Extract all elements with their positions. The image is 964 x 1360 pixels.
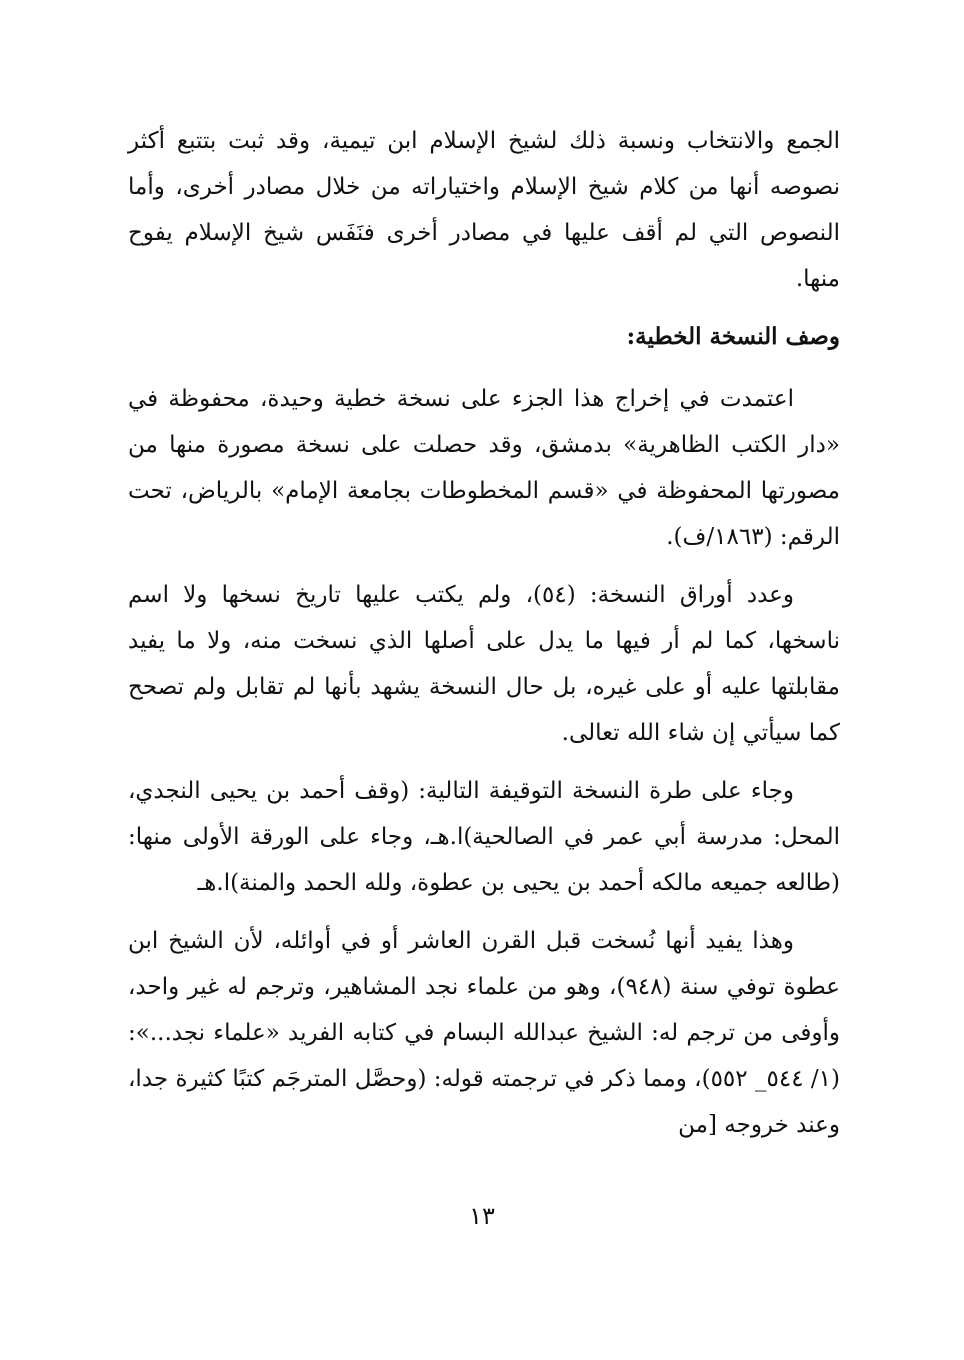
page-number: ١٣: [469, 1202, 495, 1230]
paragraph-intro: الجمع والانتخاب ونسبة ذلك لشيخ الإسلام ابن تيمية، وقد ثبت بتتبع أكثر نصوصه أنها من كلام شيخ الإسلام واختياراته من خلال مصادر أخرى، وأما النصوص التي لم أقف عليها في مصادر أخرى فنَفَس شيخ الإسلام يفوح منها.: [128, 128, 840, 292]
paragraph-manuscript: اعتمدت في إخراج هذا الجزء على نسخة خطية وحيدة، محفوظة في «دار الكتب الظاهرية» بدمشق، وقد حصلت على نسخة مصورة منها من مصورتها المحفوظة في «قسم المخطوطات بجامعة الإمام» بالرياض، تحت الرقم: (١٨٦٣/ف).: [128, 386, 840, 550]
paragraph-dating: وهذا يفيد أنها نُسخت قبل القرن العاشر أو في أوائله، لأن الشيخ ابن عطوة توفي سنة (٩٤٨)، وهو من علماء نجد المشاهير، وترجم له غير واحد، وأوفى من ترجم له: الشيخ عبدالله البسام في كتابه الفريد «علماء نجد...»: (١/ ٥٤٤_ ٥٥٢)، ومما ذكر في ترجمته قوله: (وحصَّل المترجَم كتبًا كثيرة جدا، وعند خروجه [من: [128, 928, 841, 1138]
paragraph-endowment: وجاء على طرة النسخة التوقيفة التالية: (وقف أحمد بن يحيى النجدي، المحل: مدرسة أبي عمر في الصالحية)ا.هـ، وجاء على الورقة الأولى منها: (طالعه جميعه مالكه أحمد بن يحيى بن عطوة، ولله الحمد والمنة)ا.هـ: [128, 778, 840, 896]
paragraph-folios: وعدد أوراق النسخة: (٥٤)، ولم يكتب عليها تاريخ نسخها ولا اسم ناسخها، كما لم أر فيها ما يدل على أصلها الذي نسخت منه، ولا ما يفيد مقابلتها عليه أو على غيره، بل حال النسخة يشهد بأنها لم تقابل ولم تصحح كما سيأتي إن شاء الله تعالى.: [128, 582, 840, 746]
section-heading: وصف النسخة الخطية:: [626, 323, 840, 350]
page-body: [128, 118, 840, 1160]
